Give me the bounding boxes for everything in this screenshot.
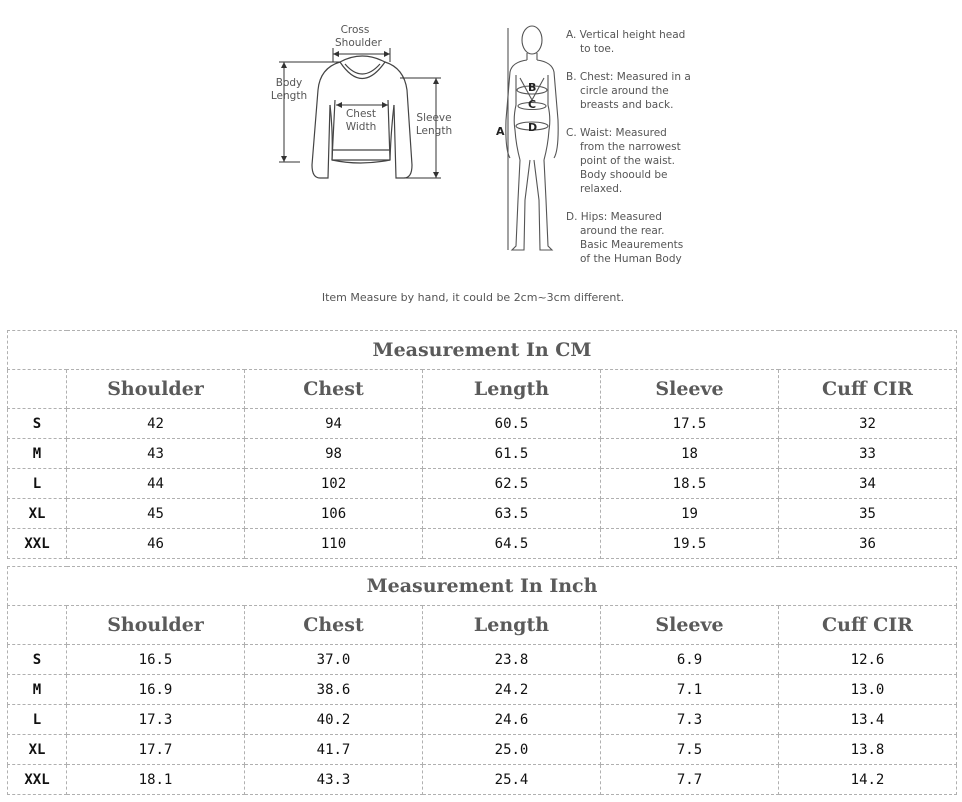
table-cell: 18.1: [67, 765, 245, 795]
table-cell: 43.3: [245, 765, 423, 795]
measurement-diagram: [0, 0, 962, 304]
table-cell: 17.7: [67, 735, 245, 765]
size-label: S: [8, 645, 67, 675]
column-header: Shoulder: [67, 606, 245, 645]
column-header: Cuff CIR: [779, 606, 957, 645]
column-header: Chest: [245, 606, 423, 645]
table-cell: 23.8: [423, 645, 601, 675]
table-cell: 110: [245, 529, 423, 559]
table-row: [8, 765, 957, 795]
table-cell: 7.1: [601, 675, 779, 705]
column-header: Shoulder: [67, 370, 245, 409]
table-row: [8, 705, 957, 735]
body-letter-c: C: [528, 98, 537, 111]
size-label: M: [8, 439, 67, 469]
table-cell: 6.9: [601, 645, 779, 675]
table-cell: 106: [245, 499, 423, 529]
table-cell: 7.5: [601, 735, 779, 765]
table-row: [8, 409, 957, 439]
table-cell: 18: [601, 439, 779, 469]
chest-width-label: Chest Width: [345, 108, 377, 133]
size-label: L: [8, 705, 67, 735]
table-row: [8, 499, 957, 529]
definition-d: D. Hips: Measured around the rear. Basic Meaurements of the Human Body: [566, 211, 684, 265]
table-cell: 35: [779, 499, 957, 529]
measurement-definitions: [566, 28, 736, 280]
cross-shoulder-label: Cross Shoulder: [335, 24, 382, 49]
column-header: Sleeve: [601, 370, 779, 409]
size-label: S: [8, 409, 67, 439]
table-row: [8, 675, 957, 705]
size-label: L: [8, 469, 67, 499]
body-figure-illustration: [0, 0, 962, 290]
table-cell: 7.3: [601, 705, 779, 735]
table-cell: 45: [67, 499, 245, 529]
table-cell: 61.5: [423, 439, 601, 469]
column-header: Length: [423, 606, 601, 645]
header-corner-cell: [8, 606, 67, 645]
table-cell: 7.7: [601, 765, 779, 795]
table-header-row: [8, 370, 957, 409]
table-cell: 102: [245, 469, 423, 499]
table-row: [8, 735, 957, 765]
table-cell: 60.5: [423, 409, 601, 439]
table-title: Measurement In CM: [8, 331, 957, 370]
table-cell: 13.0: [779, 675, 957, 705]
size-label: XXL: [8, 765, 67, 795]
table-title: Measurement In Inch: [8, 567, 957, 606]
table-cell: 17.3: [67, 705, 245, 735]
column-header: Cuff CIR: [779, 370, 957, 409]
column-header: Sleeve: [601, 606, 779, 645]
table-cell: 33: [779, 439, 957, 469]
size-label: XL: [8, 499, 67, 529]
table-cell: 18.5: [601, 469, 779, 499]
table-cell: 19: [601, 499, 779, 529]
table-cell: 64.5: [423, 529, 601, 559]
measure-note: Item Measure by hand, it could be 2cm~3cm different.: [321, 291, 625, 304]
size-label: M: [8, 675, 67, 705]
table-cell: 40.2: [245, 705, 423, 735]
table-cell: 38.6: [245, 675, 423, 705]
size-table-inch: [7, 566, 957, 795]
table-cell: 36: [779, 529, 957, 559]
table-cell: 43: [67, 439, 245, 469]
table-cell: 25.0: [423, 735, 601, 765]
table-cell: 41.7: [245, 735, 423, 765]
table-row: [8, 469, 957, 499]
table-cell: 98: [245, 439, 423, 469]
table-cell: 14.2: [779, 765, 957, 795]
table-cell: 25.4: [423, 765, 601, 795]
header-corner-cell: [8, 370, 67, 409]
table-cell: 37.0: [245, 645, 423, 675]
body-letter-a: A: [496, 125, 505, 138]
table-cell: 62.5: [423, 469, 601, 499]
table-cell: 24.2: [423, 675, 601, 705]
body-length-label: Body Length: [270, 77, 308, 102]
definition-b: B. Chest: Measured in a circle around the breasts and back.: [566, 71, 691, 111]
table-row: [8, 645, 957, 675]
size-label: XXL: [8, 529, 67, 559]
table-cell: 13.8: [779, 735, 957, 765]
sleeve-length-label: Sleeve Length: [415, 112, 453, 137]
column-header: Length: [423, 370, 601, 409]
table-cell: 16.9: [67, 675, 245, 705]
table-cell: 16.5: [67, 645, 245, 675]
table-cell: 63.5: [423, 499, 601, 529]
table-cell: 32: [779, 409, 957, 439]
table-cell: 13.4: [779, 705, 957, 735]
table-cell: 42: [67, 409, 245, 439]
table-header-row: [8, 606, 957, 645]
table-cell: 34: [779, 469, 957, 499]
body-letter-b: B: [528, 81, 537, 94]
definition-a: A. Vertical height head to toe.: [566, 29, 686, 55]
table-row: [8, 439, 957, 469]
table-cell: 46: [67, 529, 245, 559]
table-row: [8, 529, 957, 559]
table-cell: 12.6: [779, 645, 957, 675]
size-table-cm: [7, 330, 957, 559]
column-header: Chest: [245, 370, 423, 409]
body-letter-d: D: [528, 121, 538, 134]
size-label: XL: [8, 735, 67, 765]
table-cell: 24.6: [423, 705, 601, 735]
table-cell: 44: [67, 469, 245, 499]
definition-c: C. Waist: Measured from the narrowest point of the waist. Body shoould be relaxed.: [566, 127, 681, 195]
table-cell: 94: [245, 409, 423, 439]
table-cell: 19.5: [601, 529, 779, 559]
table-cell: 17.5: [601, 409, 779, 439]
